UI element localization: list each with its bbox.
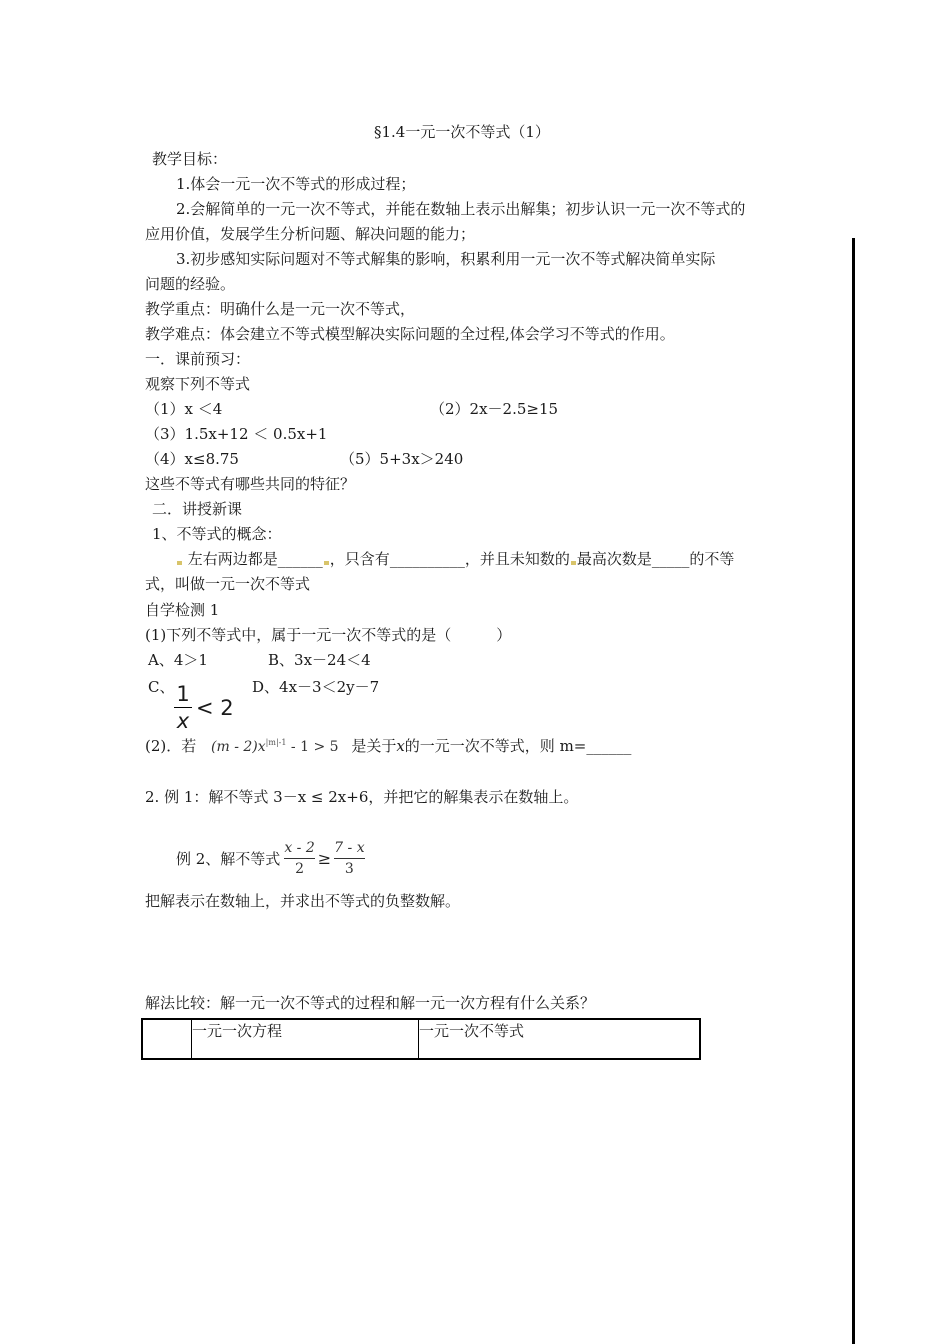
objective-2: 2.会解简单的一元一次不等式，并能在数轴上表示出解集；初步认识一元一次不等式的 (176, 200, 746, 218)
comparison-table (141, 1018, 701, 1060)
example-2-lhs (284, 840, 314, 877)
inequality-2: （2）2x－2.5≥15 (430, 400, 559, 418)
inequality-3: （3）1.5x+12 ＜ 0.5x+1 (145, 425, 328, 443)
self-check-q1: (1)下列不等式中，属于一元一次不等式的是（ ） (145, 626, 512, 644)
lhs-denominator: 2 (295, 861, 304, 877)
lecture-heading: 二．讲授新课 (152, 500, 243, 518)
definition-end: 式，叫做一元一次不等式 (145, 575, 311, 593)
q2-tail: - 1 > 5 (286, 739, 339, 755)
definition-part-c: ，并且未知数的 (464, 550, 570, 568)
example-2-rhs (334, 840, 364, 877)
blank-3: _____ (651, 550, 690, 568)
option-a: A、4＞1 (148, 651, 208, 669)
option-b: B、3x－24＜4 (268, 651, 371, 669)
page-edge-rule (852, 238, 855, 1344)
fraction-bar (284, 858, 314, 859)
comparison-question: 解法比较：解一元一次不等式的过程和解一元一次方程有什么关系？ (145, 994, 596, 1012)
example-2-operator: ≥ (317, 849, 332, 868)
inequality-4: （4）x≤8.75 (145, 450, 239, 468)
blank-2: __________ (389, 550, 465, 568)
self-check-heading: 自学检测 1 (145, 601, 220, 619)
highlight-mark (177, 561, 182, 565)
highlight-mark (571, 561, 576, 565)
example-2-followup: 把解表示在数轴上，并求出不等式的负整数解。 (145, 892, 461, 910)
preview-observe: 观察下列不等式 (145, 375, 251, 393)
key-point: 教学重点：明确什么是一元一次不等式， (145, 300, 416, 318)
self-check-q2 (145, 733, 631, 757)
objective-3-cont: 问题的经验。 (145, 275, 236, 293)
option-d: D、4x－3＜2y－7 (252, 678, 380, 696)
definition-part-b: ，只含有 (329, 550, 390, 568)
option-c-label: C、 (148, 678, 175, 696)
objective-1: 1.体会一元一次不等式的形成过程； (176, 175, 416, 193)
example-2-label: 例 2、解不等式 (176, 850, 281, 868)
option-c-fraction (174, 682, 192, 733)
preview-question: 这些不等式有哪些共同的特征？ (145, 475, 356, 493)
table-header-inequality: 一元一次不等式 (419, 1019, 701, 1059)
objective-2-cont: 应用价值，发展学生分析问题、解决问题的能力； (145, 225, 476, 243)
fraction-bar (334, 858, 364, 859)
q2-expression: (m - 2)x (211, 739, 266, 755)
page-title: §1.4一元一次不等式（1） (374, 123, 550, 141)
q2-exponent: |m|-1 (265, 738, 287, 747)
rhs-numerator: 7 - x (334, 840, 365, 856)
difficulty: 教学难点：体会建立不等式模型解决实际问题的全过程,体会学习不等式的作用。 (145, 325, 675, 343)
preview-heading: 一．课前预习： (145, 350, 251, 368)
option-c-denominator: x (176, 709, 190, 733)
example-1: 2. 例 1：解不等式 3－x ≤ 2x+6，并把它的解集表示在数轴上。 (145, 788, 579, 806)
option-c-numerator: 1 (176, 682, 190, 706)
rhs-denominator: 3 (344, 861, 354, 877)
definition-part-d: 最高次数是 (576, 550, 652, 568)
option-c-formula (174, 682, 234, 733)
objectives-heading: 教学目标： (152, 150, 228, 168)
lhs-numerator: x - 2 (284, 840, 315, 856)
definition-part-e: 的不等 (689, 550, 735, 568)
option-c-rhs: < 2 (196, 695, 234, 720)
objective-3: 3.初步感知实际问题对不等式解集的影响，积累利用一元一次不等式解决简单实际 (176, 250, 716, 268)
inequality-1: （1）x ＜4 (145, 400, 223, 418)
highlight-mark (324, 561, 329, 565)
blank-1: ______ (277, 550, 323, 568)
fraction-bar (174, 707, 192, 708)
q2-end: 的一元一次不等式，则 m=______ (404, 737, 632, 755)
table-header-equation: 一元一次方程 (192, 1019, 419, 1059)
concept-heading: 1、不等式的概念： (152, 525, 282, 543)
table-row (142, 1019, 700, 1059)
q2-prefix: (2)．若 (145, 737, 197, 755)
example-2 (176, 840, 365, 877)
definition-line (176, 549, 734, 569)
table-cell-empty (142, 1019, 192, 1059)
q2-variable: x (396, 737, 405, 755)
inequality-5: （5）5+3x＞240 (340, 450, 464, 468)
definition-part-a: 左右两边都是 (187, 550, 278, 568)
q2-mid: 是关于 (351, 737, 397, 755)
